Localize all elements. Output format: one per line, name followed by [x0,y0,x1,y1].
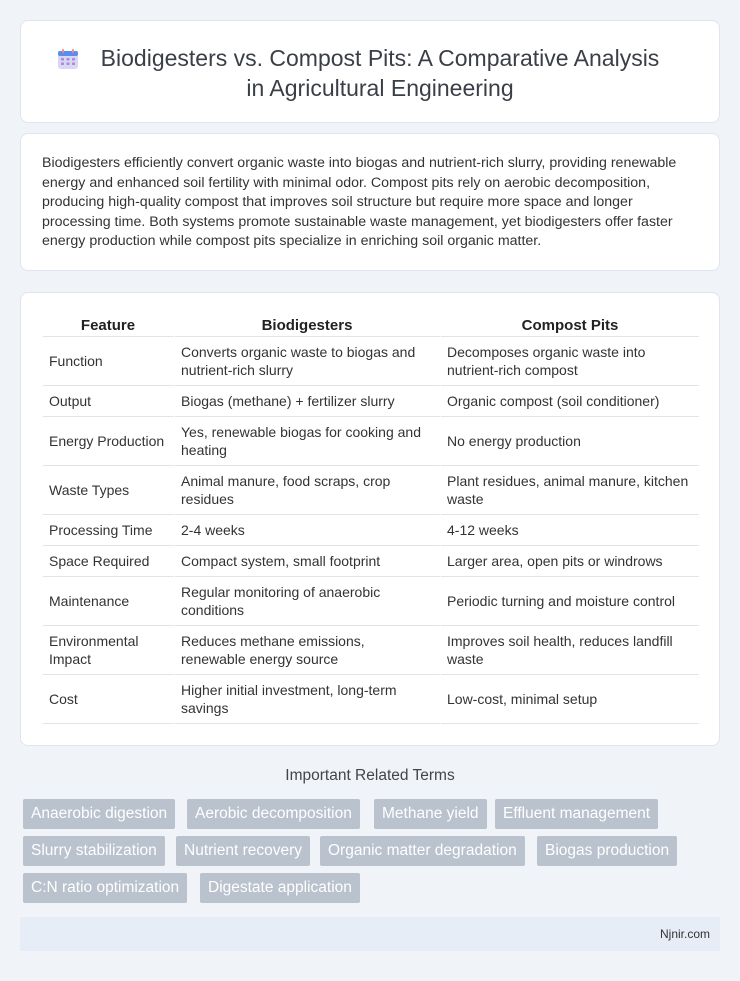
row-compost-pits: Organic compost (soil conditioner) [441,386,699,417]
row-biodigesters: Higher initial investment, long-term savings [175,675,441,724]
page-title [61,43,699,103]
term-tag[interactable]: Aerobic decomposition [187,799,360,829]
row-compost-pits: 4-12 weeks [441,515,699,546]
footer [20,917,720,951]
title-card [20,20,720,123]
row-compost-pits: No energy production [441,417,699,466]
table-row [43,577,699,626]
row-compost-pits: Periodic turning and moisture control [441,577,699,626]
row-biodigesters: Biogas (methane) + fertilizer slurry [175,386,441,417]
table-row [43,417,699,466]
page-title-line-1: Biodigesters vs. Compost Pits: A Comparative Analysis [100,45,660,71]
table-row [43,466,699,515]
related-terms-heading: Important Related Terms [285,767,455,784]
comparison-table-card [20,292,720,746]
summary-card [20,133,720,271]
term-tag[interactable]: Organic matter degradation [320,836,525,866]
header-feature: Feature [43,315,175,337]
page-title-line-2: in Agricultural Engineering [246,75,514,101]
row-biodigesters: Reduces methane emissions, renewable energy source [175,626,441,675]
comparison-table [43,315,699,724]
term-tag[interactable]: Digestate application [200,873,360,903]
row-feature: Maintenance [43,577,175,626]
table-row [43,386,699,417]
row-biodigesters: Regular monitoring of anaerobic conditions [175,577,441,626]
row-compost-pits: Decomposes organic waste into nutrient-rich compost [441,337,699,386]
row-feature: Environmental Impact [43,626,175,675]
row-biodigesters: Yes, renewable biogas for cooking and heating [175,417,441,466]
term-tag[interactable]: Biogas production [537,836,677,866]
row-feature: Cost [43,675,175,724]
table-row [43,675,699,724]
header-compost-pits: Compost Pits [441,315,699,337]
row-feature: Function [43,337,175,386]
row-feature: Energy Production [43,417,175,466]
row-compost-pits: Low-cost, minimal setup [441,675,699,724]
table-row [43,546,699,577]
row-feature: Processing Time [43,515,175,546]
term-tag[interactable]: C:N ratio optimization [23,873,187,903]
row-compost-pits: Plant residues, animal manure, kitchen waste [441,466,699,515]
table-header-row [43,315,699,337]
row-biodigesters: Compact system, small footprint [175,546,441,577]
summary-text: Biodigesters efficiently convert organic waste into biogas and nutrient-rich slurry, providing renewable energy and enhanced soil fertility with minimal odor. Compost pits rely on aerobic decomposition, producing high-quality compost that improves soil structure but require more space and longer processing time. Both systems promote sustainable waste management, yet biodigesters offer faster energy production while compost pits specialize in enriching soil organic matter. [42,155,677,250]
row-compost-pits: Improves soil health, reduces landfill waste [441,626,699,675]
row-biodigesters: Animal manure, food scraps, crop residues [175,466,441,515]
row-biodigesters: Converts organic waste to biogas and nutrient-rich slurry [175,337,441,386]
row-feature: Output [43,386,175,417]
term-tag[interactable]: Methane yield [374,799,487,829]
footer-site-link[interactable]: Njnir.com [659,927,710,941]
table-row [43,337,699,386]
header-biodigesters: Biodigesters [175,315,441,337]
term-tag[interactable]: Anaerobic digestion [23,799,175,829]
row-compost-pits: Larger area, open pits or windrows [441,546,699,577]
term-tag[interactable]: Slurry stabilization [23,836,165,866]
term-tag[interactable]: Effluent management [495,799,658,829]
row-biodigesters: 2-4 weeks [175,515,441,546]
row-feature: Space Required [43,546,175,577]
row-feature: Waste Types [43,466,175,515]
term-tag[interactable]: Nutrient recovery [176,836,310,866]
table-row [43,626,699,675]
table-row [43,515,699,546]
